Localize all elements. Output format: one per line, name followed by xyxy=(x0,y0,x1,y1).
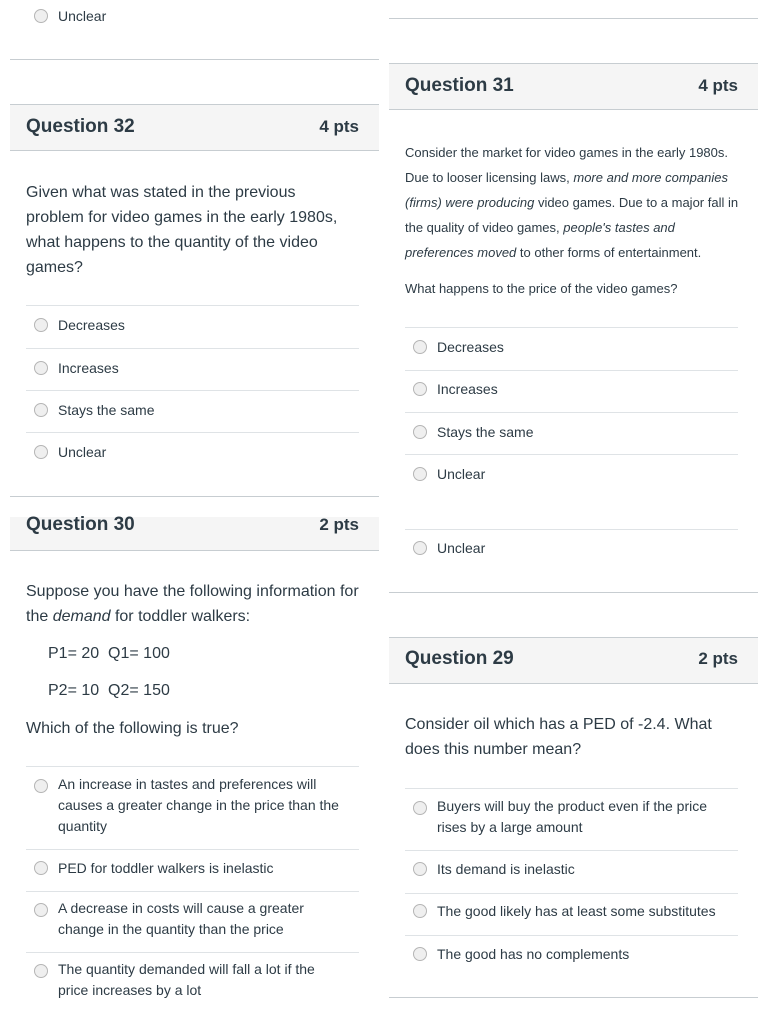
answer-separator xyxy=(26,348,359,349)
question-text-emphasis: demand xyxy=(52,608,111,625)
radio-button[interactable] xyxy=(413,425,427,439)
radio-button[interactable] xyxy=(34,779,48,793)
question-points: 2 pts xyxy=(698,649,738,668)
radio-button[interactable] xyxy=(413,801,427,815)
radio-button[interactable] xyxy=(34,964,48,978)
question-text-emphasis: people's tastes and preferences moved xyxy=(405,220,675,260)
answer-separator xyxy=(26,849,359,850)
question-text-part: for toddler walkers: xyxy=(110,608,251,625)
answer-separator xyxy=(405,788,738,789)
answer-separator xyxy=(405,935,738,936)
radio-button[interactable] xyxy=(413,862,427,876)
data-line: P1= 20 Q1= 100 xyxy=(48,645,170,662)
answer-separator xyxy=(405,850,738,851)
radio-button[interactable] xyxy=(413,904,427,918)
radio-button[interactable] xyxy=(413,467,427,481)
radio-button[interactable] xyxy=(34,403,48,417)
answer-separator xyxy=(26,432,359,433)
divider xyxy=(389,592,758,593)
answer-option-label[interactable]: Buyers will buy the product even if the price rises by a large amount xyxy=(437,798,708,835)
question-text: Given what was stated in the previous problem for video games in the early 1980s, what happens to the quantity of the video games? xyxy=(26,184,338,276)
answer-separator xyxy=(26,952,359,953)
question-text-part: Suppose you have the following information for the xyxy=(26,583,359,625)
radio-button[interactable] xyxy=(34,9,48,23)
question-header xyxy=(389,63,758,110)
answer-option-label: Unclear xyxy=(58,8,107,24)
radio-button[interactable] xyxy=(413,947,427,961)
answer-option-label[interactable]: Unclear xyxy=(437,540,486,556)
question-prompt: What happens to the price of the video games? xyxy=(405,281,678,296)
answer-option-label[interactable]: Unclear xyxy=(58,444,107,460)
question-text-part: Consider the market for video games in the early 1980s. Due to looser licensing laws, xyxy=(405,145,729,185)
answer-separator xyxy=(405,412,738,413)
question-text xyxy=(405,140,745,265)
answer-option-label[interactable]: Stays the same xyxy=(437,424,534,440)
answer-separator xyxy=(405,327,738,328)
radio-button[interactable] xyxy=(413,541,427,555)
question-text: Consider oil which has a PED of -2.4. What does this number mean? xyxy=(405,716,712,758)
answer-option-label[interactable]: An increase in tastes and preferences will causes a greater change in the price than the quantity xyxy=(58,776,339,834)
answer-option-label[interactable]: Increases xyxy=(437,381,498,397)
answer-separator xyxy=(405,529,738,530)
question-text-emphasis: more and more companies (firms) were producing xyxy=(405,170,728,210)
answer-option-label[interactable]: Stays the same xyxy=(58,402,155,418)
answer-separator xyxy=(405,454,738,455)
answer-option-label[interactable]: Its demand is inelastic xyxy=(437,861,575,877)
question-title: Question 30 xyxy=(26,514,135,535)
question-header xyxy=(10,514,379,551)
divider xyxy=(10,496,379,497)
question-text xyxy=(26,579,361,629)
answer-option-label[interactable]: The good has no complements xyxy=(437,946,630,962)
answer-option-label[interactable]: PED for toddler walkers is inelastic xyxy=(58,860,274,876)
radio-button[interactable] xyxy=(34,445,48,459)
question-prompt: Which of the following is true? xyxy=(26,720,239,737)
radio-button[interactable] xyxy=(413,340,427,354)
answer-separator xyxy=(26,766,359,767)
radio-button[interactable] xyxy=(413,382,427,396)
radio-button[interactable] xyxy=(34,318,48,332)
question-text-part: video games. Due to a major fall in the quality of video games, xyxy=(405,195,739,235)
question-header xyxy=(389,637,758,684)
radio-button[interactable] xyxy=(34,861,48,875)
divider xyxy=(10,59,379,60)
answer-option-label[interactable]: Increases xyxy=(58,360,119,376)
answer-separator xyxy=(26,305,359,306)
question-points: 2 pts xyxy=(319,515,359,534)
data-line: P2= 10 Q2= 150 xyxy=(48,682,170,699)
answer-option-label[interactable]: Decreases xyxy=(58,317,125,333)
answer-separator xyxy=(26,891,359,892)
answer-option-label[interactable]: The quantity demanded will fall a lot if the price increases by a lot xyxy=(58,961,315,998)
answer-separator xyxy=(405,893,738,894)
answer-option-label[interactable]: A decrease in costs will cause a greater change in the quantity than the price xyxy=(58,900,304,937)
radio-button[interactable] xyxy=(34,903,48,917)
question-header xyxy=(10,104,379,151)
question-title: Question 29 xyxy=(405,648,514,669)
question-text-part: to other forms of entertainment. xyxy=(516,245,702,260)
answer-option-label[interactable]: Decreases xyxy=(437,339,504,355)
radio-button[interactable] xyxy=(34,361,48,375)
answer-separator xyxy=(26,390,359,391)
question-points: 4 pts xyxy=(698,76,738,95)
question-title: Question 32 xyxy=(26,116,135,137)
question-points: 4 pts xyxy=(319,117,359,136)
divider xyxy=(389,997,758,998)
answer-option-label[interactable]: The good likely has at least some substitutes xyxy=(437,903,716,919)
divider xyxy=(389,18,758,19)
answer-separator xyxy=(405,370,738,371)
question-title: Question 31 xyxy=(405,75,514,96)
answer-option-label[interactable]: Unclear xyxy=(437,466,486,482)
